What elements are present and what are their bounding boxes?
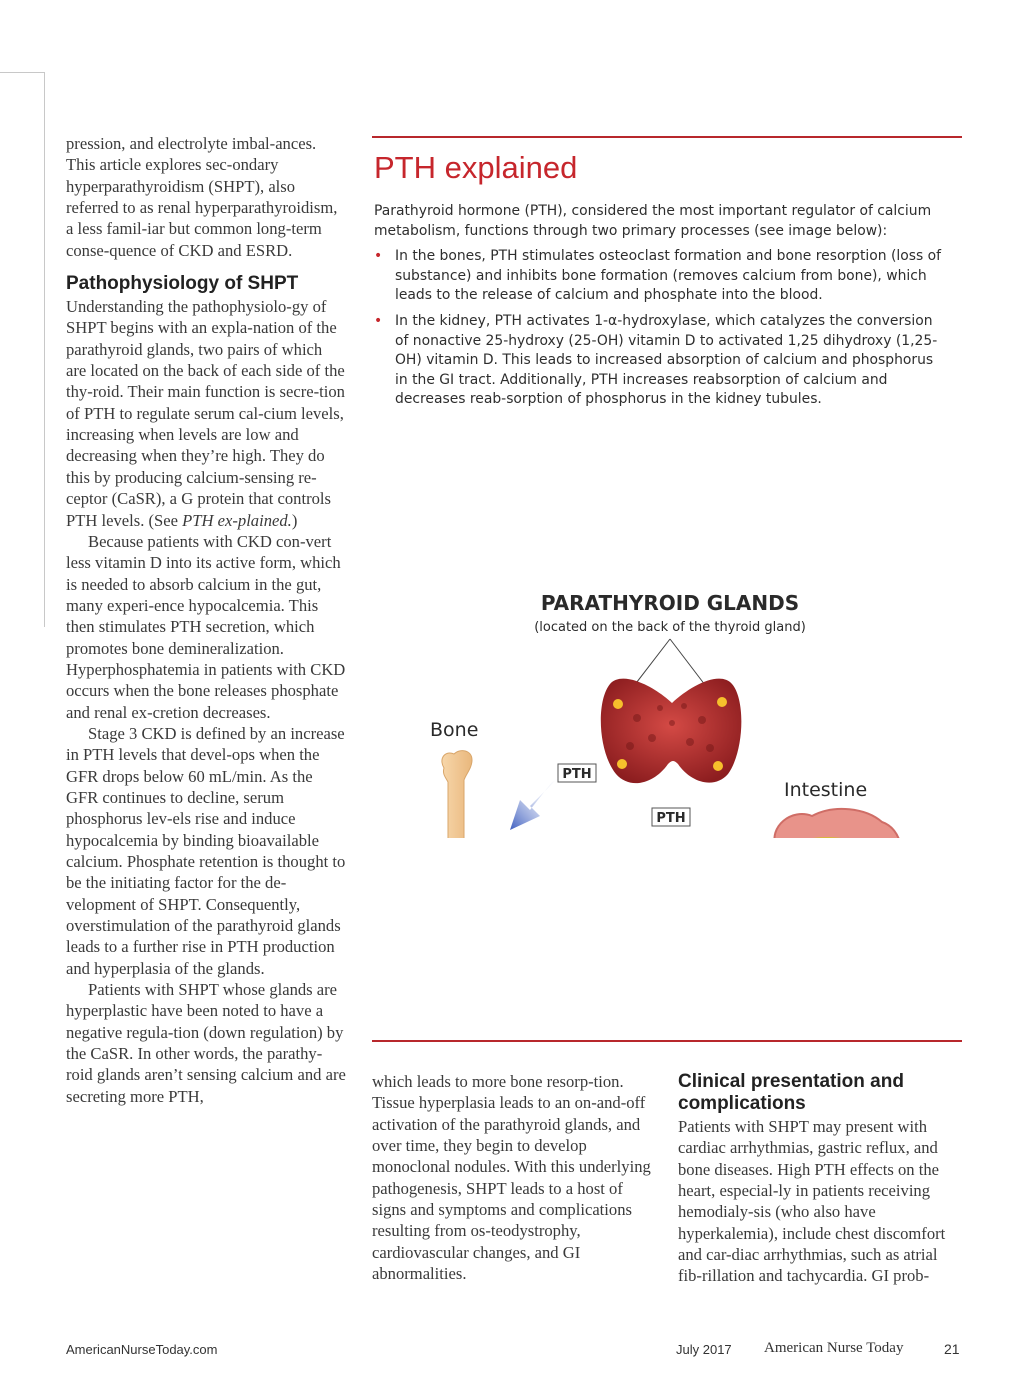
heading-clinical-presentation: Clinical presentation and complications (678, 1071, 904, 1114)
bullet-text: In the kidney, PTH activates 1-α-hydroxylase, which catalyzes the conversion of nonactive 25-hydroxy (25-OH) vitamin D to activated 1,25 dihydroxy (1,25-OH) vitamin D. This leads to increased absorption of calcium and phosphorus in the GI tract. Additionally, PTH increases reabsorption of calcium and decreases reab-sorption of phosphorus in the kidney tubules. (395, 312, 938, 408)
intestine-label: Intestine (784, 779, 868, 801)
sidebar-bullet-list (374, 247, 950, 410)
pth-label-box-kidney (652, 808, 690, 826)
sidebar-intro: Parathyroid hormone (PTH), considered the most important regulator of calcium metabolism, functions through two primary processes (see image below): (374, 203, 932, 239)
pth-label-box-bone (558, 764, 596, 782)
bullet-kidney (374, 312, 950, 410)
illustration-subtitle: (located on the back of the thyroid gland) (534, 620, 806, 635)
sidebar-title: PTH explained (374, 150, 578, 185)
illustration-title: PARATHYROID GLANDS (540, 591, 800, 615)
middle-column (372, 1071, 656, 1284)
clinical-paragraph: Patients with SHPT may present with cardiac arrhythmias, gastric reflux, and bone diseases. High PTH effects on the heart, especial-ly in patients receiving hemodialy-sis (who also have hyperkalemia), include chest discomfort and car-diac arrhythmias, such as atrial fib-rillation and tachycardia. GI prob- (678, 1117, 946, 1286)
intestine-icon (770, 809, 903, 838)
right-column (678, 1071, 962, 1287)
footer-magazine: American Nurse Today (764, 1340, 904, 1356)
hyperplastic-paragraph: Patients with SHPT whose glands are hyperplastic have been noted to have a negative regula-tion (down regulation) by the CaSR. In other words, the parathy-roid glands aren’t sensing calcium and are secreting more PTH, (66, 980, 346, 1106)
paragraph-close: ) (291, 510, 298, 530)
middle-paragraph: which leads to more bone resorp-tion. Tissue hyperplasia leads to an on-and-off activation of the parathyroid glands, and over time, they begin to develop monoclonal nodules. With this underlying pathogenesis, SHPT leads to a host of signs and symptoms and complications resulting from os-teodystrophy, cardiovascular changes, and GI abnormalities. (372, 1072, 651, 1284)
thyroid-gland-icon (601, 679, 742, 784)
pth-arrow-to-bone (510, 778, 558, 830)
sidebar-body (374, 202, 950, 416)
left-column (66, 133, 346, 1107)
pathophysiology-paragraph (66, 296, 346, 531)
pth-label: PTH (562, 767, 592, 782)
bullet-bones (374, 247, 950, 306)
footer-website: AmericanNurseToday.com (66, 1342, 218, 1357)
parathyroid-illustration (372, 448, 962, 838)
bullet-text: In the bones, PTH stimulates osteoclast formation and bone resorption (loss of substance) and inhibits bone formation (removes calcium from bone), which leads to the release of calcium and phosphate into the blood. (395, 248, 942, 304)
heading-pathophysiology: Pathophysiology of SHPT (66, 273, 299, 295)
sidebar-reference: PTH ex-plained. (182, 510, 292, 530)
bone-icon (440, 751, 473, 838)
paragraph-text: Understanding the pathophysiolo-gy of SHPT begins with an expla-nation of the parathyroid glands, two pairs of which are located on the back of each side of the thy-roid. Their main function is secre-tion of PTH to regulate serum cal-cium levels, increasing when levels are low and decreasing when they’re high. They do this by producing calcium-sensing re-ceptor (CaSR), a G protein that controls PTH levels. (See (66, 297, 345, 530)
page-number: 21 (944, 1341, 960, 1357)
pth-sidebar (372, 136, 962, 1042)
vitamin-d-paragraph: Because patients with CKD con-vert less vitamin D into its active form, which is needed to absorb calcium in the gut, many experi-ence hypocalcemia. This then stimulates PTH secretion, which promotes bone demineralization. Hyperphosphatemia in patients with CKD occurs when the bone releases phosphate and renal ex-cretion decreases. (66, 531, 346, 722)
margin-rule (0, 72, 45, 627)
bullet-icon: • (374, 248, 383, 265)
bone-label: Bone (430, 719, 479, 741)
stage3-paragraph: Stage 3 CKD is defined by an increase in PTH levels that devel-ops when the GFR drops below 60 mL/min. As the GFR continues to decline, serum phosphorus lev-els rise and induce hypocalcemia by binding bioavailable calcium. Phosphate retention is thought to be the initiating factor for the de-velopment of SHPT. Consequently, overstimulation of the parathyroid glands leads to a further rise in PTH production and hyperplasia of the glands. (66, 723, 346, 978)
footer-date: July 2017 (676, 1342, 732, 1357)
bullet-icon: • (374, 312, 383, 329)
intro-continuation: pression, and electrolyte imbal-ances. This article explores sec-ondary hyperparathyroidism (SHPT), also referred to as renal hyperparathyroidism, a less famil-iar but common long-term conse-quence of CKD and ESRD. (66, 134, 338, 260)
pth-label: PTH (656, 811, 686, 826)
